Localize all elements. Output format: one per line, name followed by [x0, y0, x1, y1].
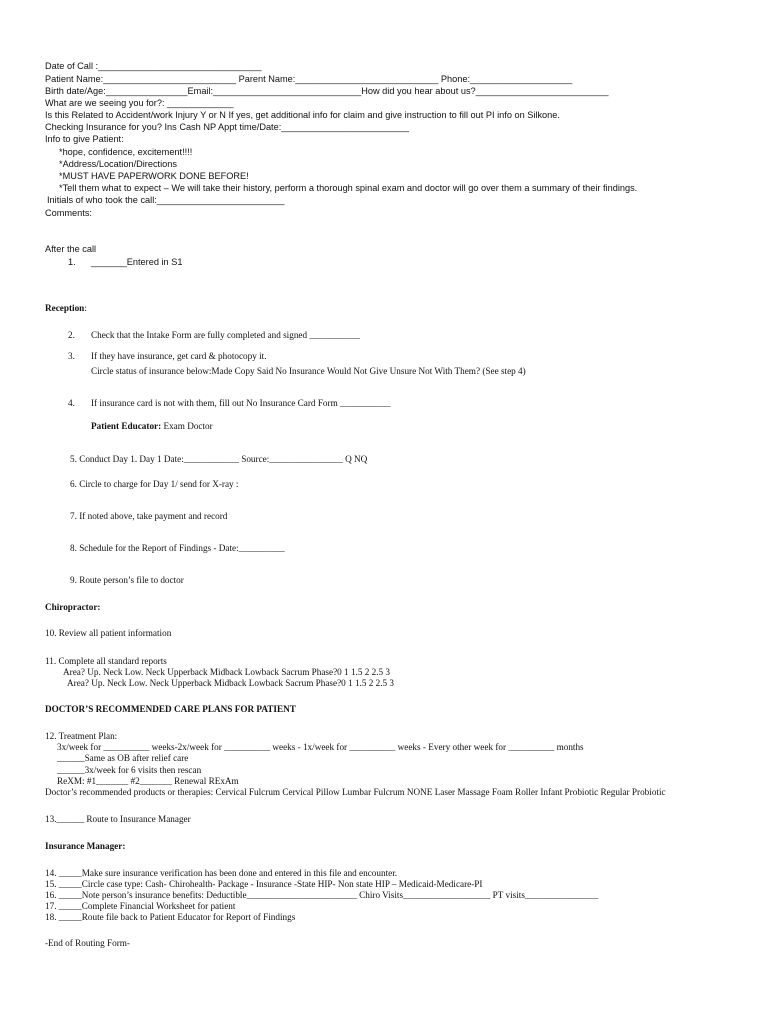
item-number: 3.	[68, 351, 75, 361]
no-insurance-card-form: If insurance card is not with them, fill out No Insurance Card Form ___________	[91, 398, 391, 408]
care-plans-heading: DOCTOR’S RECOMMENDED CARE PLANS FOR PATIENT	[45, 704, 296, 714]
after-call-heading: After the call	[45, 244, 97, 254]
treatment-plan-label: 12. Treatment Plan:	[45, 731, 118, 741]
date-of-call-field: Date of Call :________________________________	[45, 61, 262, 71]
area-phase-line: Area? Up. Neck Low. Neck Upperback Midback Lowback Sacrum Phase?0 1 1.5 2 2.5 3	[67, 678, 394, 688]
complete-reports: 11. Complete all standard reports	[45, 656, 167, 666]
entered-in-s1: _______Entered in S1	[91, 257, 183, 267]
insurance-card-copy: If they have insurance, get card & photocopy it.	[91, 351, 267, 361]
seeing-for-field: What are we seeing you for?: _____________	[45, 98, 234, 108]
schedule-report: 8. Schedule for the Report of Findings - Date:__________	[70, 543, 285, 553]
insurance-task: 14. _____Make sure insurance verification has been done and entered in this file and encounter.	[45, 868, 398, 878]
day1-conduct: 5. Conduct Day 1. Day 1 Date:____________ Source:________________ Q NQ	[70, 454, 368, 464]
charge-day1: 6. Circle to charge for Day 1/ send for X-ray :	[70, 479, 239, 489]
info-item: *Tell them what to expect – We will take their history, perform a thorough spinal exam and doctor will go over them a summary of their findings.	[59, 183, 638, 193]
accident-question: Is this Related to Accident/work Injury Y or N If yes, get additional info for claim and give instruction to fill out PI info on Silkone.	[45, 110, 560, 120]
initials-field: Initials of who took the call:_________________________	[47, 195, 285, 205]
info-header: Info to give Patient:	[45, 134, 124, 144]
end-of-form: -End of Routing Form-	[45, 938, 130, 948]
chiropractor-heading: Chiropractor:	[45, 602, 101, 612]
info-item: *MUST HAVE PAPERWORK DONE BEFORE!	[59, 171, 249, 181]
insurance-status-options: Circle status of insurance below:Made Copy Said No Insurance Would Not Give Unsure Not With Them? (See step 4)	[91, 366, 526, 376]
area-phase-line: Area? Up. Neck Low. Neck Upperback Midback Lowback Sacrum Phase?0 1 1.5 2 2.5 3	[63, 667, 390, 677]
reception-heading: Reception:	[45, 303, 87, 313]
insurance-check-line: Checking Insurance for you? Ins Cash NP Appt time/Date:_________________________	[45, 122, 410, 132]
same-as-ob-line: ______Same as OB after relief care	[57, 753, 189, 763]
insurance-task: 17. _____Complete Financial Worksheet for patient	[45, 901, 236, 911]
route-insurance-manager: 13.______ Route to Insurance Manager	[45, 814, 191, 824]
info-item: *Address/Location/Directions	[59, 159, 177, 169]
insurance-task: 18. _____Route file back to Patient Educator for Report of Findings	[45, 912, 296, 922]
route-to-doctor: 9. Route person’s file to doctor	[70, 575, 184, 585]
treatment-frequency-line: 3x/week for __________ weeks-2x/week for __________ weeks - 1x/week for __________ weeks - Every other week for __________ months	[57, 742, 584, 752]
recommended-products: Doctor’s recommended products or therapies: Cervical Fulcrum Cervical Pillow Lumbar Fulcrum NONE Laser Massage Foam Roller Infant Probiotic Regular Probiotic	[45, 787, 666, 797]
info-item: *hope, confidence, excitement!!!!	[59, 147, 193, 157]
insurance-manager-heading: Insurance Manager:	[45, 841, 126, 851]
take-payment: 7. If noted above, take payment and record	[70, 511, 228, 521]
rexm-line: ReXM: #1_______ #2_______ Renewal RExAm	[57, 776, 239, 786]
intake-form-check: Check that the Intake Form are fully completed and signed ___________	[91, 330, 360, 340]
item-number: 1.	[68, 257, 76, 267]
insurance-task: 16. _____Note person’s insurance benefits: Deductible________________________ Chiro Visits___________________ PT visits________________	[45, 890, 599, 900]
birth-date-field: Birth date/Age:________________Email:_____________________________How did you hear about us?__________________________	[45, 86, 609, 96]
three-x-week-line: ______3x/week for 6 visits then rescan	[57, 765, 202, 775]
review-patient-info: 10. Review all patient information	[45, 628, 172, 638]
item-number: 2.	[68, 330, 75, 340]
patient-educator-line: Patient Educator: Exam Doctor	[91, 421, 213, 431]
patient-name-field: Patient Name:__________________________ Parent Name:____________________________ Phone:____________________	[45, 74, 573, 84]
item-number: 4.	[68, 398, 75, 408]
comments-label: Comments:	[45, 208, 92, 218]
insurance-task: 15. _____Circle case type: Cash- Chirohealth- Package - Insurance -State HIP- Non state HIP – Medicaid-Medicare-PI	[45, 879, 483, 889]
